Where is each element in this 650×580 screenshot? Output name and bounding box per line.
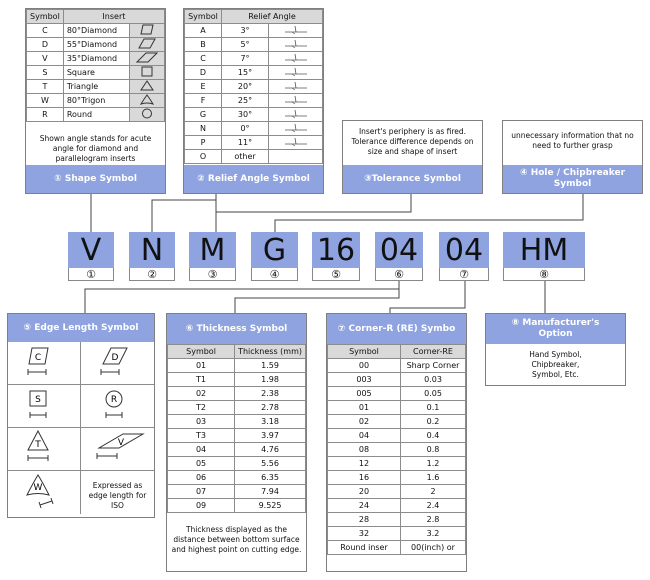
connector-corner — [390, 280, 465, 313]
tolerance-panel — [342, 120, 483, 194]
relief-angle-value: 11° — [222, 136, 269, 150]
relief-symbol: A — [185, 24, 222, 38]
code-number: ④ — [251, 268, 298, 281]
corner-symbol: Round inser — [328, 541, 401, 555]
shape-insert: 80°Diamond — [63, 24, 129, 38]
thickness-title: ⑥ Thickness Symbol — [167, 314, 306, 344]
edge-letter: T — [35, 440, 41, 450]
corner-value: 0.03 — [401, 373, 466, 387]
thickness-symbol: 04 — [168, 443, 235, 457]
trigon-icon — [130, 94, 165, 108]
corner-row — [328, 359, 466, 373]
shape-symbol: C — [27, 24, 64, 38]
code-number: ① — [68, 268, 114, 281]
relief-symbol: F — [185, 94, 222, 108]
thickness-row — [168, 457, 306, 471]
shape-symbol: W — [27, 94, 64, 108]
relief-angle-value: other — [222, 150, 269, 164]
corner-symbol: 16 — [328, 471, 401, 485]
thickness-value: 5.56 — [235, 457, 306, 471]
edge-diagram-s — [8, 385, 81, 428]
corner-symbol: 24 — [328, 499, 401, 513]
tolerance-title: ③Tolerance Symbol — [343, 165, 482, 193]
relief-header-angle: Relief Angle — [222, 10, 323, 24]
edge-letter: S — [35, 395, 41, 405]
connector-hole — [275, 194, 583, 232]
shape-table — [26, 9, 165, 122]
relief-row — [185, 150, 323, 164]
shape-symbol-panel — [25, 8, 166, 194]
relief-symbol: O — [185, 150, 222, 164]
corner-value: 0.1 — [401, 401, 466, 415]
thickness-symbol: T2 — [168, 401, 235, 415]
hole-panel — [502, 120, 643, 194]
thickness-row — [168, 485, 306, 499]
relief-header-symbol: Symbol — [185, 10, 222, 24]
shape-symbol: V — [27, 52, 64, 66]
corner-row — [328, 429, 466, 443]
relief-angle-icon — [269, 24, 323, 38]
connector-thickness — [235, 280, 399, 313]
edge-diagram-c — [8, 342, 81, 385]
relief-table — [184, 9, 323, 164]
relief-row — [185, 122, 323, 136]
corner-value: 1.2 — [401, 457, 466, 471]
shape-symbol: S — [27, 66, 64, 80]
diamond-35-icon — [130, 52, 165, 66]
relief-angle-value: 0° — [222, 122, 269, 136]
diamond-80-icon — [130, 24, 165, 38]
corner-title: ⑦ Corner-R (RE) Symbo — [327, 314, 466, 344]
connector-relief — [152, 194, 216, 232]
corner-symbol: 04 — [328, 429, 401, 443]
thickness-table — [167, 344, 306, 513]
shape-symbol-title: ① Shape Symbol — [26, 165, 165, 193]
code-number: ③ — [189, 268, 236, 281]
relief-angle-title: ② Relief Angle Symbol — [184, 165, 323, 193]
edge-letter: D — [111, 353, 119, 363]
shape-insert: Square — [63, 66, 129, 80]
thickness-symbol: 07 — [168, 485, 235, 499]
shape-note: Shown angle stands for acute angle for diamond and parallelogram inserts — [39, 134, 152, 163]
corner-symbol: 01 — [328, 401, 401, 415]
corner-row — [328, 471, 466, 485]
thickness-value: 6.35 — [235, 471, 306, 485]
corner-value: 1.6 — [401, 471, 466, 485]
corner-row — [328, 373, 466, 387]
edge-diagram-w — [8, 471, 81, 514]
diamond-55-icon — [130, 38, 165, 52]
corner-value: 0.05 — [401, 387, 466, 401]
relief-symbol: C — [185, 52, 222, 66]
manufacturer-note: Hand Symbol, Chipbreaker, Symbol, Etc. — [529, 350, 582, 379]
thickness-row — [168, 373, 306, 387]
edge-diagram-d — [81, 342, 154, 385]
relief-angle-icon — [269, 108, 323, 122]
thickness-header-symbol: Symbol — [168, 345, 235, 359]
shape-symbol: D — [27, 38, 64, 52]
relief-angle-value: 7° — [222, 52, 269, 66]
relief-angle-value: 5° — [222, 38, 269, 52]
thickness-value: 9.525 — [235, 499, 306, 513]
relief-row — [185, 136, 323, 150]
corner-symbol: 00 — [328, 359, 401, 373]
thickness-value: 3.97 — [235, 429, 306, 443]
relief-angle-icon — [269, 150, 323, 164]
relief-angle-value: 20° — [222, 80, 269, 94]
code-letter: 04 — [439, 232, 489, 268]
corner-value: 2.8 — [401, 513, 466, 527]
relief-angle-value: 25° — [222, 94, 269, 108]
thickness-symbol: 02 — [168, 387, 235, 401]
connector-edge — [85, 280, 399, 313]
thickness-symbol: 05 — [168, 457, 235, 471]
corner-row — [328, 457, 466, 471]
edge-letter: V — [117, 438, 125, 448]
edge-diagram-t — [8, 428, 81, 471]
relief-symbol: N — [185, 122, 222, 136]
code-number: ⑥ — [375, 268, 423, 281]
thickness-symbol: 09 — [168, 499, 235, 513]
code-letter: G — [251, 232, 298, 268]
thickness-value: 7.94 — [235, 485, 306, 499]
corner-row — [328, 443, 466, 457]
code-letter: HM — [503, 232, 585, 268]
corner-table — [327, 344, 466, 555]
shape-symbol: R — [27, 108, 64, 122]
relief-row — [185, 94, 323, 108]
corner-symbol: 02 — [328, 415, 401, 429]
shape-insert: Round — [63, 108, 129, 122]
corner-header-symbol: Symbol — [328, 345, 401, 359]
thickness-value: 1.59 — [235, 359, 306, 373]
relief-angle-icon — [269, 66, 323, 80]
code-letter: M — [189, 232, 236, 268]
relief-angle-icon — [269, 52, 323, 66]
connector-tolerance — [216, 194, 411, 232]
edge-grid — [8, 342, 154, 516]
relief-symbol: B — [185, 38, 222, 52]
thickness-row — [168, 359, 306, 373]
shape-header-insert: Insert — [63, 10, 164, 24]
relief-row — [185, 108, 323, 122]
relief-row — [185, 38, 323, 52]
relief-row — [185, 24, 323, 38]
thickness-value: 2.38 — [235, 387, 306, 401]
corner-header-value: Corner-RE — [401, 345, 466, 359]
thickness-value: 1.98 — [235, 373, 306, 387]
relief-symbol: D — [185, 66, 222, 80]
edge-diagram-r — [81, 385, 154, 428]
corner-value: 2.4 — [401, 499, 466, 513]
thickness-symbol: 03 — [168, 415, 235, 429]
corner-value: 2 — [401, 485, 466, 499]
corner-row — [328, 499, 466, 513]
relief-angle-panel — [183, 8, 324, 194]
corner-row — [328, 541, 466, 555]
shape-insert: 80°Trigon — [63, 94, 129, 108]
corner-row — [328, 415, 466, 429]
manufacturer-panel — [485, 313, 626, 386]
hole-note: unnecessary information that no need to further grasp — [511, 131, 634, 150]
corner-value: 3.2 — [401, 527, 466, 541]
shape-insert: 55°Diamond — [63, 38, 129, 52]
relief-angle-value: 30° — [222, 108, 269, 122]
corner-row — [328, 387, 466, 401]
circle-icon — [130, 108, 165, 122]
relief-symbol: G — [185, 108, 222, 122]
corner-symbol: 12 — [328, 457, 401, 471]
code-number: ⑤ — [312, 268, 360, 281]
corner-value: 0.8 — [401, 443, 466, 457]
thickness-value: 4.76 — [235, 443, 306, 457]
thickness-row — [168, 499, 306, 513]
manufacturer-title: ⑧ Manufacturer's Option — [486, 314, 625, 344]
code-number: ⑧ — [503, 268, 585, 281]
thickness-row — [168, 401, 306, 415]
corner-symbol: 08 — [328, 443, 401, 457]
code-number: ⑦ — [439, 268, 489, 281]
corner-symbol: 28 — [328, 513, 401, 527]
shape-symbol: T — [27, 80, 64, 94]
relief-angle-icon — [269, 94, 323, 108]
relief-row — [185, 52, 323, 66]
square-icon — [130, 66, 165, 80]
corner-row — [328, 513, 466, 527]
thickness-note: Thickness displayed as the distance between bottom surface and highest point on cutting edge. — [171, 525, 302, 554]
relief-angle-icon — [269, 38, 323, 52]
tolerance-note: Insert's periphery is as fired. Tolerance difference depends on size and shape of insert — [351, 127, 474, 156]
shape-header-symbol: Symbol — [27, 10, 64, 24]
triangle-icon — [130, 80, 165, 94]
relief-symbol: P — [185, 136, 222, 150]
thickness-symbol: 06 — [168, 471, 235, 485]
relief-symbol: E — [185, 80, 222, 94]
edge-letter: W — [33, 483, 43, 493]
edge-length-panel — [7, 313, 155, 518]
edge-letter: R — [110, 395, 118, 405]
thickness-header-value: Thickness (mm) — [235, 345, 306, 359]
hole-title: ④ Hole / Chipbreaker Symbol — [503, 165, 642, 193]
thickness-row — [168, 471, 306, 485]
corner-panel — [326, 313, 467, 572]
thickness-row — [168, 387, 306, 401]
code-letter: N — [129, 232, 175, 268]
shape-insert: 35°Diamond — [63, 52, 129, 66]
corner-value: Sharp Corner — [401, 359, 466, 373]
thickness-row — [168, 429, 306, 443]
shape-insert: Triangle — [63, 80, 129, 94]
edge-diagram-v — [81, 428, 154, 471]
relief-angle-icon — [269, 122, 323, 136]
code-number: ② — [129, 268, 175, 281]
thickness-value: 2.78 — [235, 401, 306, 415]
corner-row — [328, 401, 466, 415]
thickness-row — [168, 415, 306, 429]
corner-symbol: 003 — [328, 373, 401, 387]
thickness-panel — [166, 313, 307, 572]
relief-row — [185, 66, 323, 80]
relief-angle-icon — [269, 80, 323, 94]
corner-symbol: 20 — [328, 485, 401, 499]
corner-value: 0.4 — [401, 429, 466, 443]
code-letter: 04 — [375, 232, 423, 268]
edge-length-title: ⑤ Edge Length Symbol — [8, 314, 154, 342]
corner-symbol: 005 — [328, 387, 401, 401]
thickness-symbol: T1 — [168, 373, 235, 387]
edge-letter: C — [34, 353, 42, 363]
code-letter: V — [68, 232, 114, 268]
relief-angle-icon — [269, 136, 323, 150]
corner-row — [328, 485, 466, 499]
relief-angle-value: 15° — [222, 66, 269, 80]
corner-row — [328, 527, 466, 541]
code-letter: 16 — [312, 232, 360, 268]
corner-symbol: 32 — [328, 527, 401, 541]
edge-note-cell — [81, 471, 154, 514]
corner-value: 00(inch) or — [401, 541, 466, 555]
corner-value: 0.2 — [401, 415, 466, 429]
edge-note: Expressed as edge length for ISO — [88, 481, 147, 510]
thickness-symbol: 01 — [168, 359, 235, 373]
thickness-value: 3.18 — [235, 415, 306, 429]
thickness-row — [168, 443, 306, 457]
relief-row — [185, 80, 323, 94]
relief-angle-value: 3° — [222, 24, 269, 38]
thickness-symbol: T3 — [168, 429, 235, 443]
